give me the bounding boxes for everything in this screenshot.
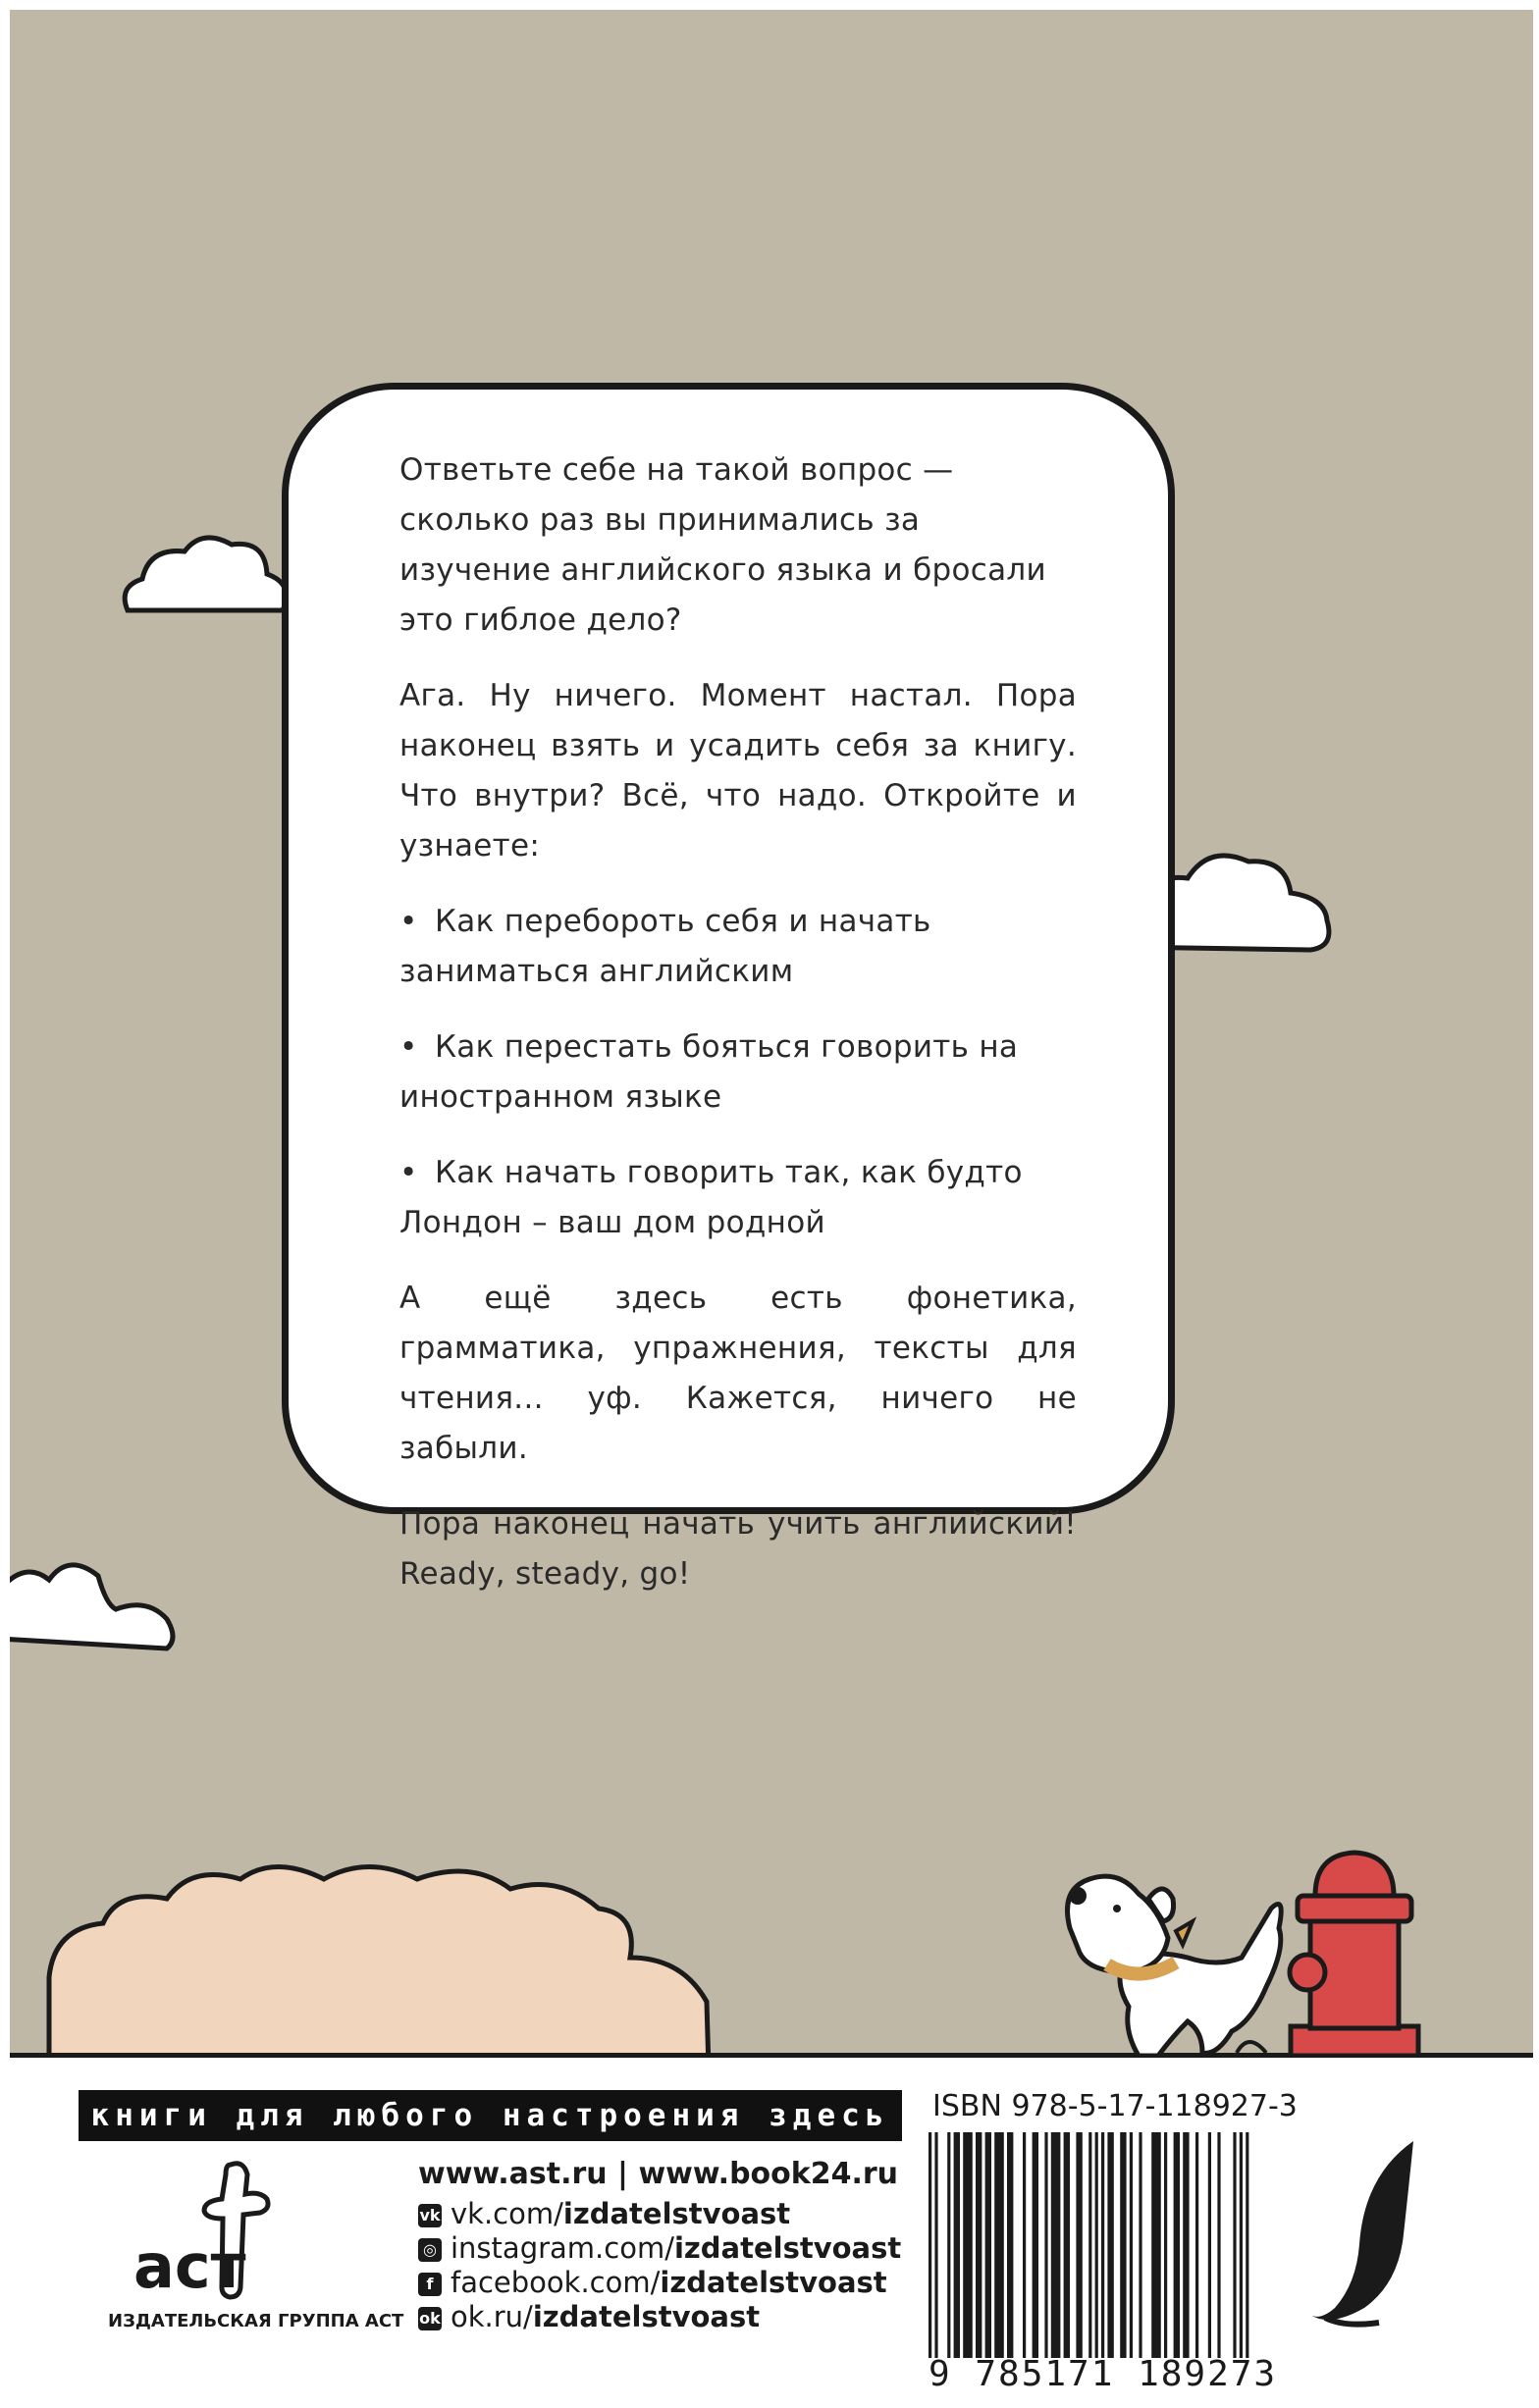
barcode-bar <box>1130 2132 1133 2358</box>
social-vk[interactable]: vk vk.com/izdatelstvoast <box>419 2197 791 2230</box>
barcode-bar <box>1076 2132 1082 2358</box>
bush <box>49 1867 709 2070</box>
puddle <box>1237 2042 1266 2053</box>
barcode-bar <box>985 2132 991 2358</box>
vk-icon: vk <box>418 2204 442 2227</box>
feather-logo-icon <box>1305 2136 1433 2332</box>
instagram-icon: ◎ <box>418 2238 442 2262</box>
barcode-bar <box>1051 2132 1061 2358</box>
intro-paragraph: Ага. Ну ничего. Момент настал. Пора наконец взять и усадить себя за книгу. Что внутри? Всё, что надо. Откройте и узнаете: <box>399 678 1077 864</box>
barcode-bar <box>1151 2132 1161 2358</box>
speech-bubble <box>282 383 1175 1592</box>
cover-illustration <box>10 10 1533 2069</box>
barcode-bar <box>976 2132 982 2358</box>
intro-paragraph: Ответьте себе на такой вопрос — сколько раз вы принимались за изучение английского языка и бросали это гиблое дело? <box>399 452 1046 638</box>
barcode-bar <box>1101 2132 1104 2358</box>
closing-paragraph: А ещё здесь есть фонетика, грамматика, упражнения, тексты для чтения... уф. Кажется, ничего не забыли. <box>399 1281 1077 1466</box>
facebook-icon: f <box>418 2273 442 2296</box>
barcode-bar <box>1095 2132 1098 2358</box>
social-odnoklassniki[interactable]: ok ok.ru/izdatelstvoast <box>419 2300 761 2333</box>
odnoklassniki-icon: ok <box>418 2307 442 2330</box>
barcode-bar <box>1023 2132 1026 2358</box>
barcode-bar <box>1120 2132 1126 2358</box>
barcode-bar <box>1208 2132 1211 2358</box>
barcode-bar <box>1064 2132 1070 2358</box>
barcode-bar <box>1033 2132 1038 2358</box>
barcode-bar <box>1007 2132 1013 2358</box>
barcode-bar <box>947 2132 950 2358</box>
barcode-bar <box>1217 2132 1220 2358</box>
barcode-bar <box>1139 2132 1141 2358</box>
barcode-bar <box>1107 2132 1113 2358</box>
barcode-bar <box>994 2132 1004 2358</box>
barcode-bar <box>1164 2132 1167 2358</box>
barcode-bar <box>1246 2132 1248 2358</box>
barcode <box>929 2132 1274 2358</box>
cover-text <box>399 445 1077 1625</box>
barcode-bar <box>1183 2132 1189 2358</box>
tagline-banner: книги для любого настроения здесь <box>79 2090 902 2141</box>
bullet-item: • Как перебороть себя и начать заниматься английским <box>399 904 931 989</box>
barcode-bar <box>963 2132 973 2358</box>
barcode-bar <box>1233 2132 1236 2358</box>
social-instagram[interactable]: ◎ instagram.com/izdatelstvoast <box>418 2231 901 2265</box>
cloud-icon <box>10 1565 173 1649</box>
website-links[interactable]: www.ast.ru | www.book24.ru <box>418 2157 899 2191</box>
closing-paragraph: Пора наконец начать учить английский! Ready, steady, go! <box>399 1506 1077 1592</box>
svg-text:аст: аст <box>133 2230 246 2302</box>
bullet-item: • Как перестать бояться говорить на иностранном языке <box>399 1029 1019 1115</box>
publisher-name: ИЗДАТЕЛЬСКАЯ ГРУППА АСТ <box>108 2311 404 2331</box>
social-facebook[interactable]: f facebook.com/izdatelstvoast <box>418 2266 887 2299</box>
barcode-bar <box>1174 2132 1180 2358</box>
isbn-label: ISBN 978-5-17-118927-3 <box>932 2089 1298 2123</box>
barcode-bar <box>1088 2132 1091 2358</box>
barcode-bar <box>1195 2132 1198 2358</box>
bullet-item: • Как начать говорить так, как будто Лондон – ваш дом родной <box>399 1155 1023 1240</box>
barcode-bar <box>1044 2132 1047 2358</box>
barcode-bar <box>929 2132 931 2358</box>
cloud-icon <box>125 538 286 610</box>
ast-logo <box>128 2150 285 2302</box>
barcode-bar <box>934 2132 937 2358</box>
barcode-bar <box>954 2132 960 2358</box>
barcode-number: 9 785171 189273 <box>929 2354 1278 2394</box>
barcode-bar <box>1240 2132 1243 2358</box>
fire-hydrant <box>1290 1853 1418 2056</box>
footer-band <box>0 2069 1539 2408</box>
